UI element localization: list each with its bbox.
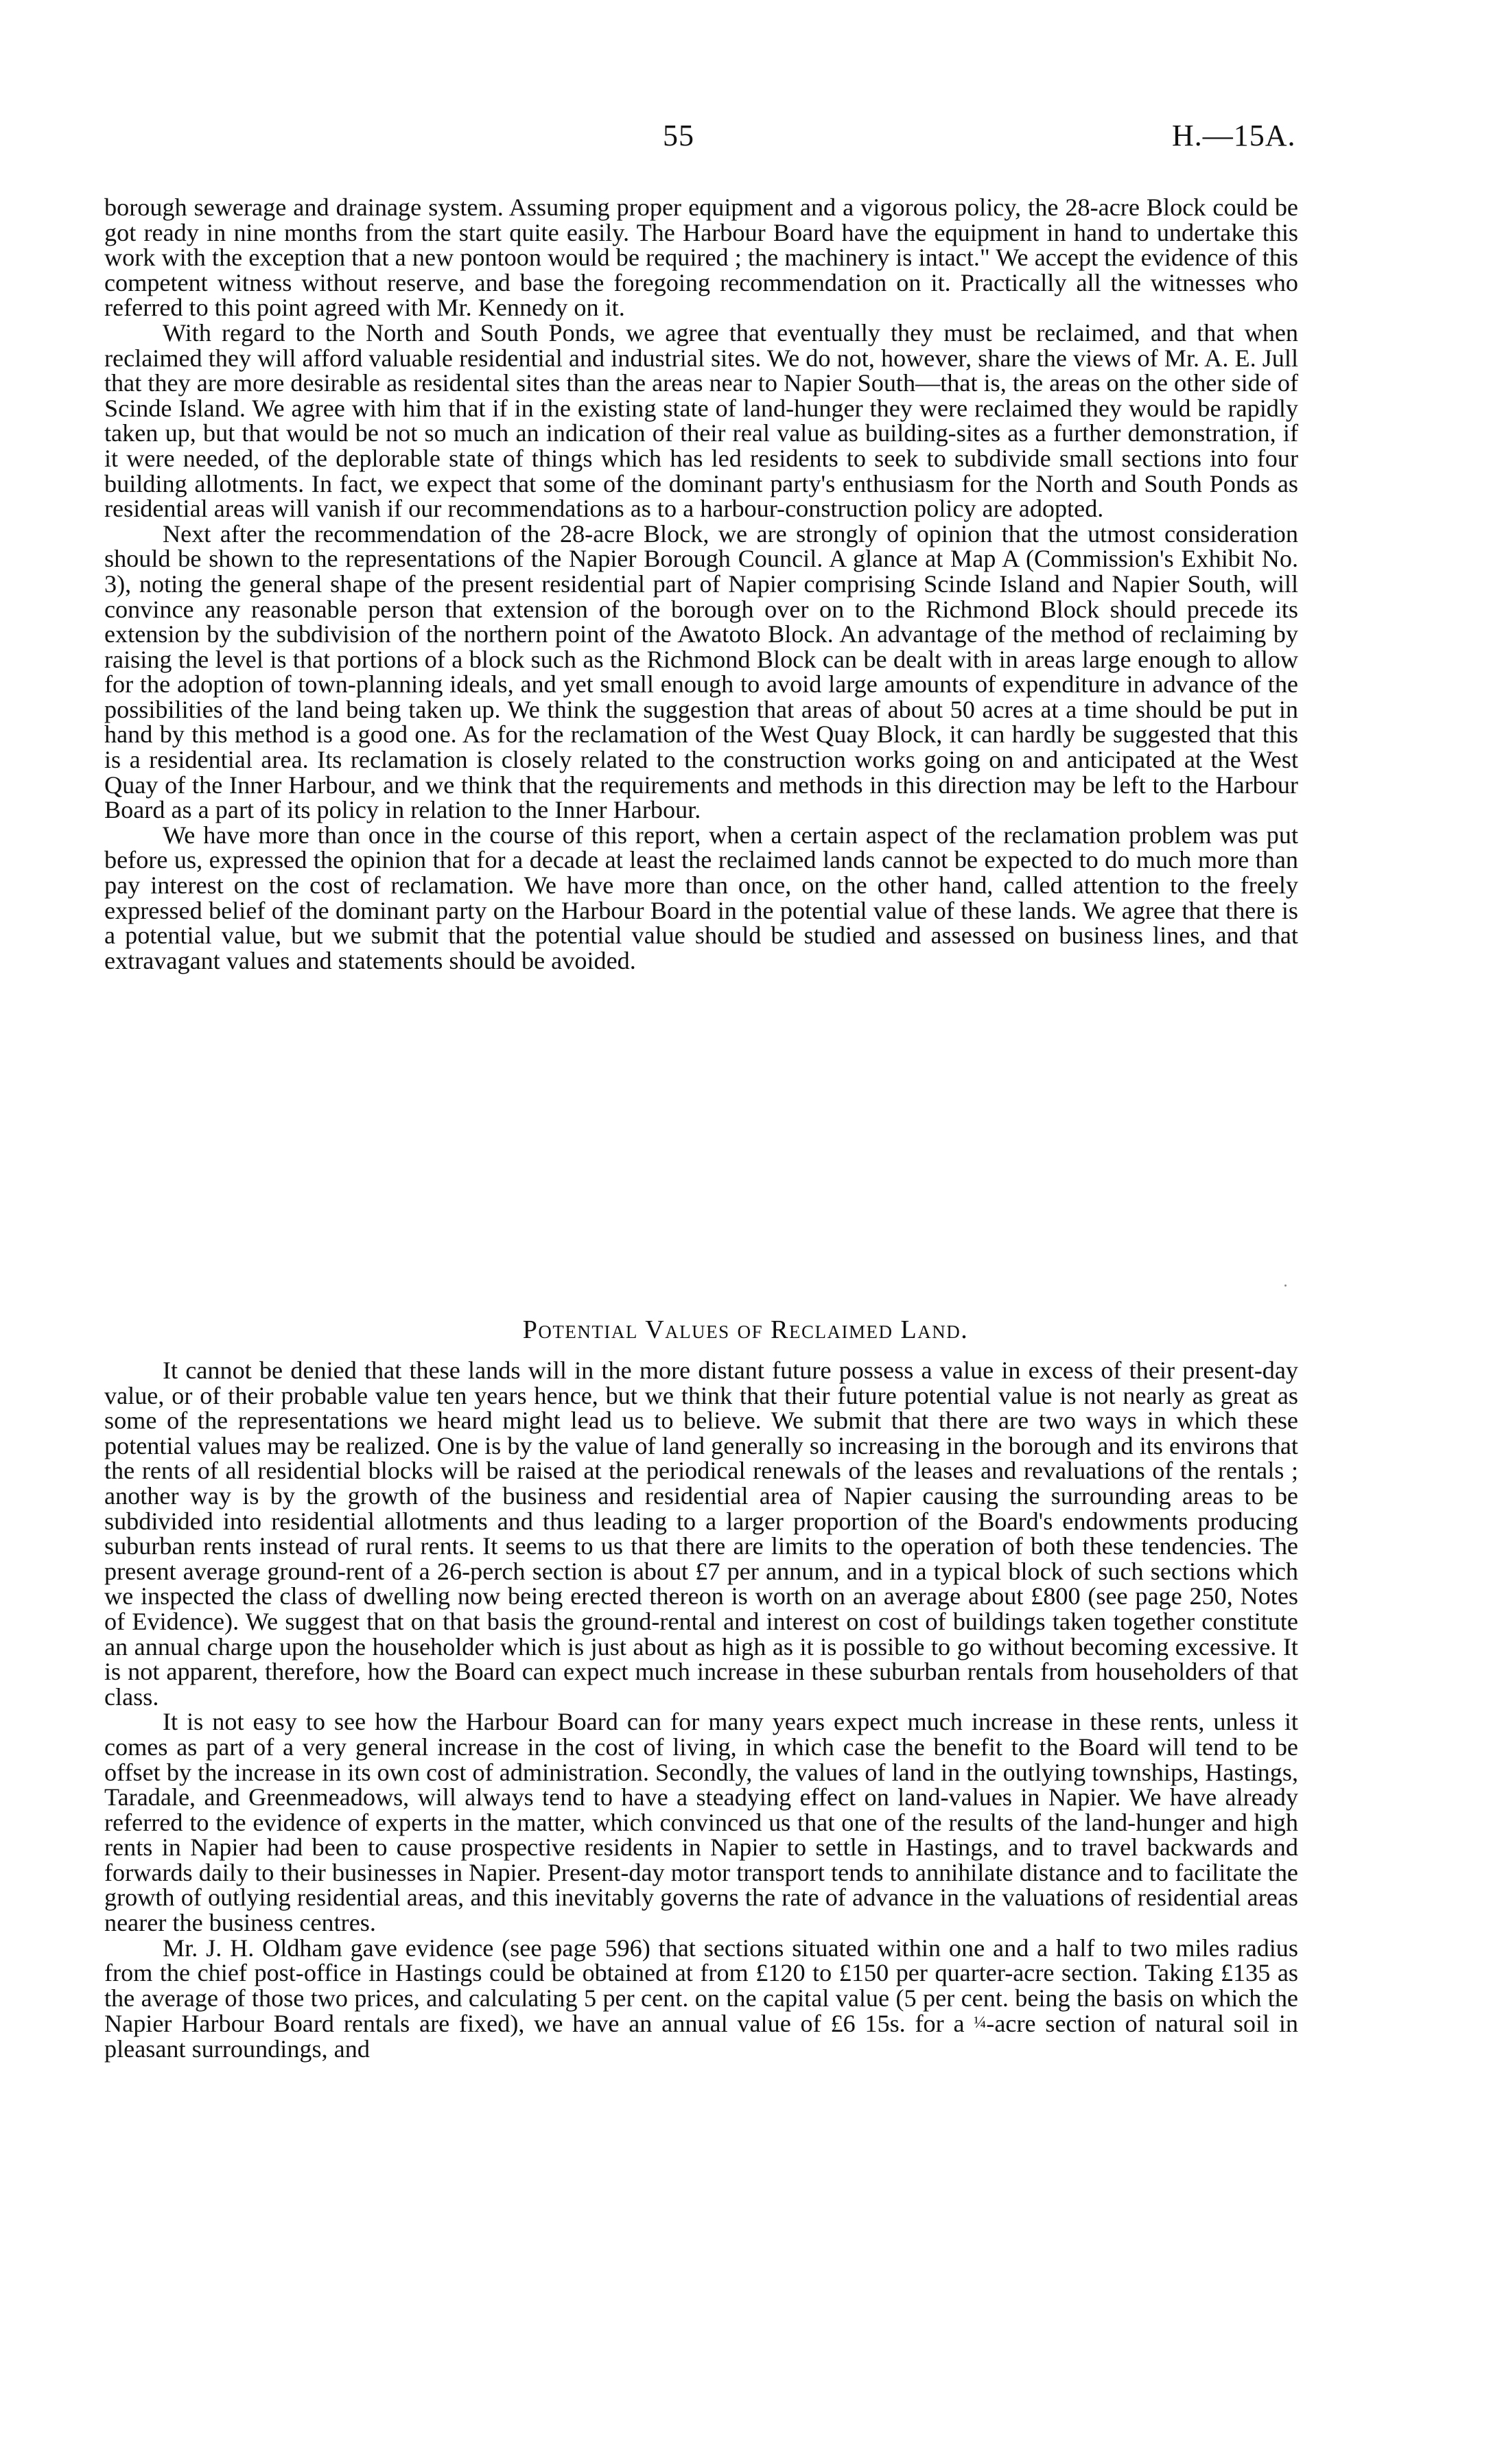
paragraph-two-ways: It cannot be denied that these lands will in the more distant future possess a value in excess of their present-day value, or of their probable value ten years hence, but we think that their future potential value is not nearly as great as some of the representations we heard might lead us to believe. We submit that there are two ways in which these potential values may be realized. One is by the value of land generally so increasing in the borough and its environs that the rents of all residential blocks will be raised at the periodical renewals of the leases and revaluations of the rentals ; another way is by the growth of the business and residential area of Napier causing the surrounding areas to be subdivided into residential allotments and thus leading to a larger proportion of the Board's endowments producing suburban rents instead of rural rents. It seems to us that there are limits to the operation of both these tendencies. The present average ground-rent of a 26-perch section is about £7 per annum, and in a typical block of such sections which we inspected the class of dwelling now being erected thereon is worth on an average about £800 (see page 250, Notes of Evidence). We suggest that on that basis the ground-rental and interest on cost of buildings taken together constitute an annual charge upon the householder which is just about as high as it is possible to go without becoming excessive. It is not apparent, therefore, how the Board can expect much increase in these suburban rentals from householders of that class.	[104, 1357, 1298, 1711]
body-section-bottom	[104, 1358, 1298, 2062]
paragraph-potential-value-intro: We have more than once in the course of this report, when a certain aspect of the reclamation problem was put before us, expressed the opinion that for a decade at least the reclaimed lands cannot be expected to do much more than pay interest on the cost of reclamation. We have more than once, on the other hand, called attention to the freely expressed belief of the dominant party on the Harbour Board in the potential value of these lands. We agree that there is a potential value, but we submit that the potential value should be studied and assessed on business lines, and that extravagant values and statements should be avoided.	[104, 821, 1298, 974]
paragraph-oldham-evidence	[104, 1936, 1298, 2062]
paragraph-rents-increase: It is not easy to see how the Harbour Board can for many years expect much increase in these rents, unless it comes as part of a very general increase in the cost of living, in which case the benefit to the Board will tend to be offset by the increase in its own cost of administration. Secondly, the values of land in the outlying townships, Hastings, Taradale, and Greenmeadows, will always tend to have a steadying effect on land-values in Napier. We have already referred to the evidence of experts in the matter, which convinced us that one of the results of the land-hunger and high rents in Napier had been to cause prospective residents in Napier to settle in Hastings, and to travel backwards and forwards daily to their businesses in Napier. Present-day motor transport tends to annihilate distance and to facilitate the growth of outlying residential areas, and this inevitably governs the rate of advance in the valuations of residential areas nearer the business centres.	[104, 1708, 1298, 1937]
page-number: 55	[663, 119, 694, 152]
body-section-top	[104, 195, 1298, 973]
report-reference: H.—15A.	[1172, 119, 1296, 152]
paragraph-borough-council: Next after the recommendation of the 28-acre Block, we are strongly of opinion that the utmost consideration should be shown to the representations of the Napier Borough Council. A glance at Map A (Commission's Exhibit No. 3), noting the general shape of the present residential part of Napier comprising Scinde Island and Napier South, will convince any reasonable person that extension of the borough over on to the Richmond Block should precede its extension by the subdivision of the northern point of the Awatoto Block. An advantage of the method of reclaiming by raising the level is that portions of a block such as the Richmond Block can be dealt with in areas large enough to allow for the adoption of town-planning ideals, and yet small enough to avoid large amounts of expenditure in advance of the possibilities of the land being taken up. We think the suggestion that areas of about 50 acres at a time should be put in hand by this method is a good one. As for the reclamation of the West Quay Block, it can hardly be suggested that this is a residential area. Its reclamation is closely related to the construction works going on and anticipated at the West Quay of the Inner Harbour, and we think that the requirements and methods in this direction may be left to the Harbour Board as a part of its policy in relation to the Inner Harbour.	[104, 519, 1298, 824]
oldham-text-after: -acre section of natural soil in pleasant surroundings, and	[104, 2010, 1298, 2063]
stray-mark	[1284, 1284, 1287, 1287]
section-heading: Potential Values of Reclaimed Land.	[522, 1315, 969, 1344]
quarter-fraction: ¼	[974, 2014, 987, 2032]
paragraph-north-south-ponds: With regard to the North and South Ponds, we agree that eventually they must be reclaimed, and that when reclaimed they will afford valuable residential and industrial sites. We do not, however, share the views of Mr. A. E. Jull that they are more desirable as residental sites than the areas near to Napier South—that is, the areas on the other side of Scinde Island. We agree with him that if in the existing state of land-hunger they were reclaimed they would be rapidly taken up, but that would be not so much an indication of their real value as building-sites as a further demonstration, if it were needed, of the deplorable state of things which has led residents to seek to subdivide small sections into four building allotments. In fact, we expect that some of the dominant party's enthusiasm for the North and South Ponds as residential areas will vanish if our recommendations as to a harbour-construction policy are adopted.	[104, 318, 1298, 523]
oldham-text-before: Mr. J. H. Oldham gave evidence (see page 596) that sections situated within one and a half to two miles radius from the chief post-office in Hastings could be obtained at from £120 to £150 per quarter-acre section. Taking £135 as the average of those two prices, and calculating 5 per cent. on the capital value (5 per cent. being the basis on which the Napier Harbour Board rentals are fixed), we have an annual value of £6 15s. for a	[104, 1934, 1298, 2038]
paragraph-continuation: borough sewerage and drainage system. Assuming proper equipment and a vigorous policy, the 28-acre Block could be got ready in nine months from the start quite easily. The Harbour Board have the equipment in hand to undertake this work with the exception that a new pontoon would be required ; the machinery is intact." We accept the evidence of this competent witness without reserve, and base the foregoing recommendation on it. Practically all the witnesses who referred to this point agreed with Mr. Kennedy on it.	[104, 193, 1298, 322]
